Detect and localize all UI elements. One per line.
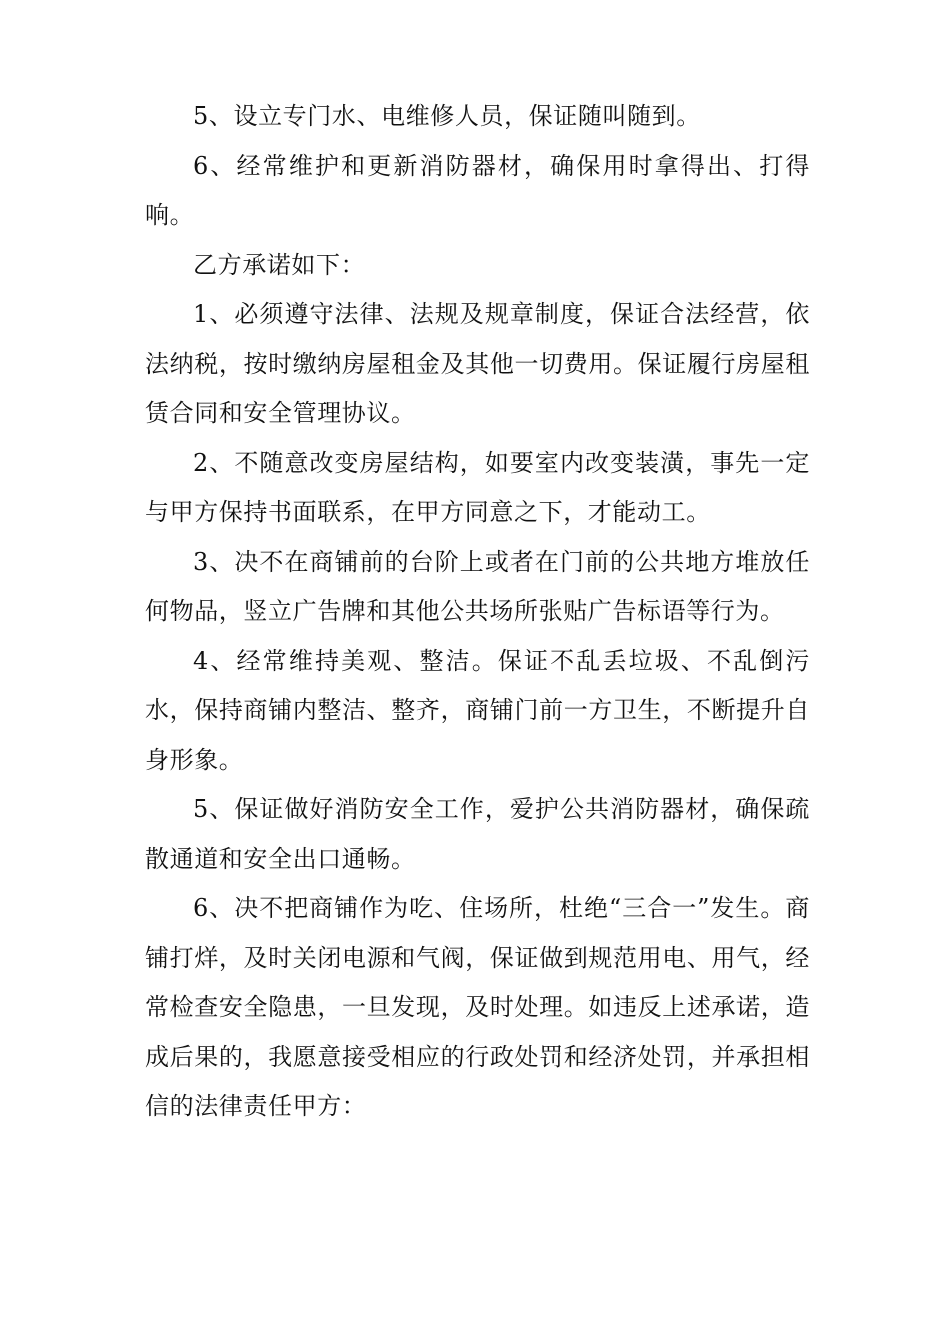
paragraph-tenant-item-5: 5、保证做好消防安全工作，爱护公共消防器材，确保疏散通道和安全出口通畅。 [145, 795, 810, 873]
paragraph-tenant-item-1: 1、必须遵守法律、法规及规章制度，保证合法经营，依法纳税，按时缴纳房屋租金及其他一切费用。保证履行房屋租赁合同和安全管理协议。 [145, 300, 810, 427]
document-body [145, 92, 810, 1132]
paragraph-tenant-item-2: 2、不随意改变房屋结构，如要室内改变装潢，事先一定与甲方保持书面联系，在甲方同意之下，才能动工。 [145, 448, 810, 526]
paragraph-landlord-item-6: 6、经常维护和更新消防器材，确保用时拿得出、打得响。 [145, 151, 810, 229]
paragraph-tenant-item-4: 4、经常维持美观、整洁。保证不乱丢垃圾、不乱倒污水，保持商铺内整洁、整齐，商铺门前一方卫生，不断提升自身形象。 [145, 646, 810, 774]
paragraph-tenant-item-3: 3、决不在商铺前的台阶上或者在门前的公共地方堆放任何物品，竖立广告牌和其他公共场所张贴广告标语等行为。 [145, 547, 810, 625]
paragraph-landlord-item-5: 5、设立专门水、电维修人员，保证随叫随到。 [193, 102, 701, 130]
paragraph-tenant-item-6: 6、决不把商铺作为吃、住场所，杜绝“三合一”发生。商铺打烊，及时关闭电源和气阀，保证做到规范用电、用气，经常检查安全隐患，一旦发现，及时处理。如违反上述承诺，造成后果的，我愿意接受相应的行政处罚和经济处罚，并承担相信的法律责任甲方： [145, 894, 810, 1120]
paragraph-tenant-heading: 乙方承诺如下： [193, 250, 366, 279]
